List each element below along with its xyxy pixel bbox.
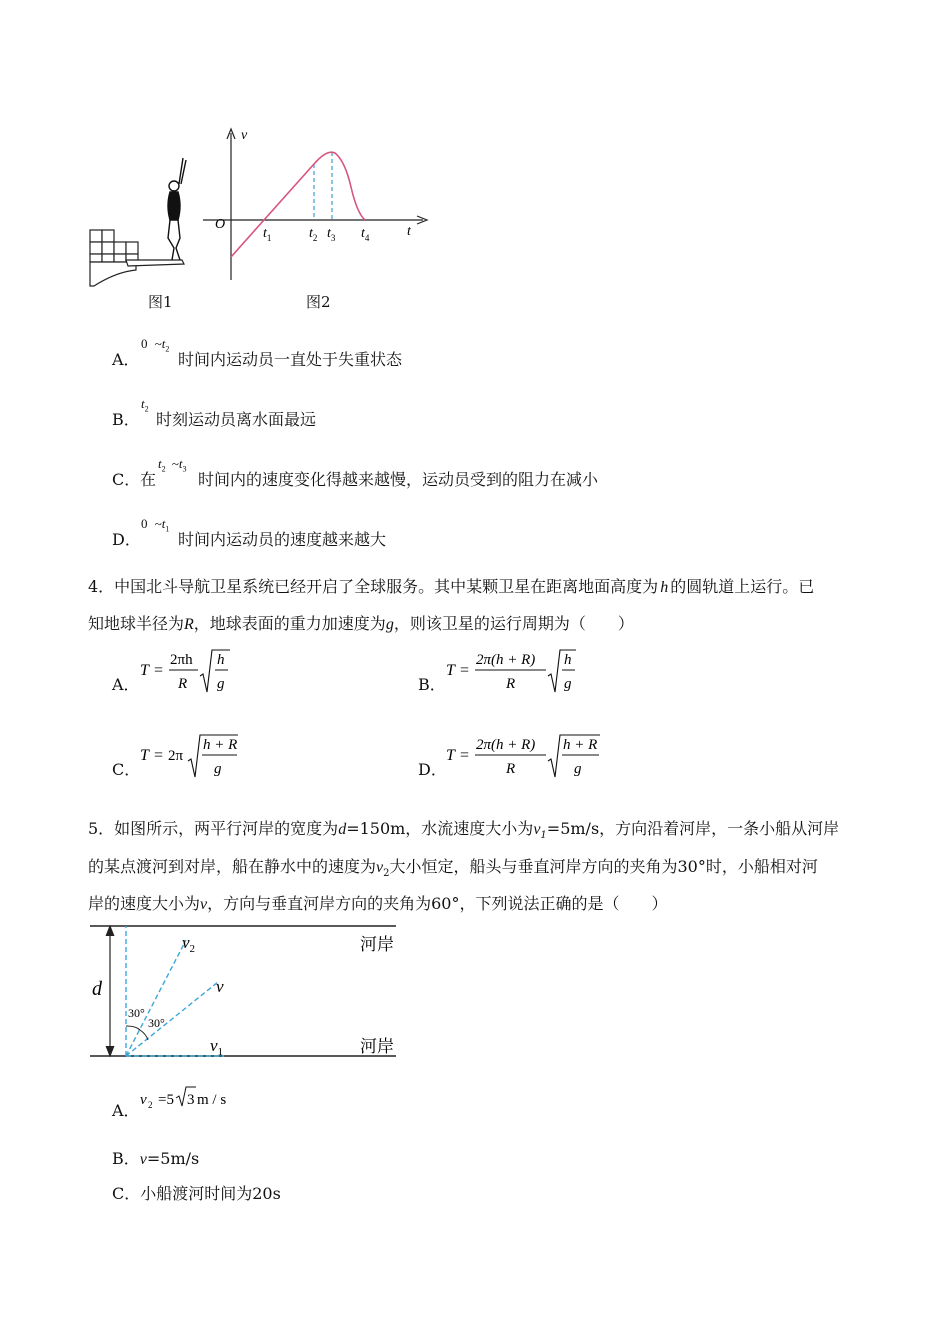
figure-2-vt-graph	[195, 125, 435, 290]
svg-text:=: =	[460, 662, 470, 679]
q3-option-b-text: 时刻运动员离水面最远	[156, 410, 317, 429]
bank-bottom-label: 河岸	[360, 1037, 394, 1056]
svg-text:h + R: h + R	[203, 737, 238, 753]
q3-option-c-math: $t_2$ $\sim t_3$	[158, 456, 187, 474]
tick-t2: $t_2$	[309, 226, 318, 243]
q3-option-b-math: $t_2$	[141, 396, 149, 414]
svg-text:T: T	[140, 662, 149, 679]
q4-option-d-formula	[444, 731, 604, 781]
axis-v-label: v	[241, 128, 248, 143]
q5-option-b-letter: B．v=5m/s	[112, 1149, 200, 1168]
bank-top-label: 河岸	[360, 935, 394, 954]
svg-text:=: =	[154, 747, 164, 764]
svg-text:h + R: h + R	[563, 737, 598, 753]
svg-text:T: T	[140, 747, 149, 764]
q3-option-a-text: 时间内运动员一直处于失重状态	[178, 350, 403, 369]
q4-option-c-letter: C．	[112, 760, 141, 779]
v2-label: $v_2$	[182, 933, 196, 955]
figure-1-diver	[86, 150, 196, 290]
v1-label: $v_1$	[210, 1036, 224, 1058]
svg-text:R: R	[506, 676, 516, 692]
q4-option-b-letter: B．	[418, 675, 446, 694]
svg-text:h: h	[564, 652, 572, 668]
figure-1-caption: 图1	[148, 293, 173, 311]
svg-text:g: g	[574, 761, 582, 777]
svg-text:g: g	[564, 676, 572, 692]
axis-t-label: t	[407, 224, 411, 239]
q4-option-b-formula	[444, 646, 584, 696]
q3-option-c-pre: 在	[140, 470, 157, 489]
v-label: v	[216, 977, 224, 996]
svg-text:R: R	[506, 761, 516, 777]
q3-option-b-letter: B．	[112, 410, 140, 429]
svg-text:m / s: m / s	[197, 1092, 227, 1108]
q5-option-a-letter: A．	[112, 1101, 140, 1120]
q3-option-a-letter: A．	[112, 350, 140, 369]
svg-text:=: =	[460, 747, 470, 764]
svg-text:v: v	[140, 1092, 147, 1108]
tick-t4: $t_4$	[361, 226, 370, 243]
q5-stem-line-1: 5．如图所示，两平行河岸的宽度为d=150m，水流速度大小为$v_1=5m/s$，方向沿着河岸，一条小船从河岸	[88, 819, 840, 842]
svg-text:2π(h + R): 2π(h + R)	[476, 737, 536, 753]
angle-30-a: 30°	[128, 1006, 145, 1020]
q4-option-a-letter: A．	[112, 675, 140, 694]
q4-option-c-formula	[138, 731, 248, 781]
tick-t1: $t_1$	[263, 226, 272, 243]
q5-option-a-formula	[138, 1082, 248, 1112]
svg-text:2: 2	[148, 1100, 153, 1110]
svg-text:2π: 2π	[168, 748, 184, 764]
q3-option-d-text: 时间内运动员的速度越来越大	[178, 530, 387, 549]
q4-stem-line-2: 知地球半径为R，地球表面的重力加速度为g，则该卫星的运行周期为（ ）	[88, 614, 634, 633]
q3-option-d-letter: D．	[112, 530, 141, 549]
svg-text:=5: =5	[158, 1092, 174, 1108]
origin-label: O	[215, 217, 226, 232]
svg-text:T: T	[446, 662, 455, 679]
q3-option-c-letter: C．	[112, 470, 141, 489]
svg-text:R: R	[178, 676, 188, 692]
svg-text:3: 3	[187, 1092, 195, 1108]
angle-30-b: 30°	[148, 1016, 165, 1030]
q3-option-a-math: 0 $\sim t_2$	[141, 336, 170, 354]
q5-option-c: C．小船渡河时间为20s	[112, 1184, 281, 1203]
svg-text:2π(h + R): 2π(h + R)	[476, 652, 536, 668]
q3-option-d-math: 0 $\sim t_1$	[141, 516, 170, 534]
q4-stem-line-1: 4．中国北斗导航卫星系统已经开启了全球服务。其中某颗卫星在距离地面高度为 h 的圆轨道上运行。已	[88, 577, 815, 596]
q4-option-d-letter: D．	[418, 760, 447, 779]
q4-option-a-formula	[138, 646, 238, 696]
q5-stem-line-3: 岸的速度大小为v，方向与垂直河岸方向的夹角为60°，下列说法正确的是（ ）	[88, 894, 668, 913]
d-label: d	[92, 978, 102, 1000]
figure-2-caption: 图2	[306, 293, 331, 311]
q3-option-c-text: 时间内的速度变化得越来越慢，运动员受到的阻力在减小	[198, 470, 599, 489]
svg-text:g: g	[214, 761, 222, 777]
q5-river-figure	[84, 920, 404, 1060]
tick-t3: $t_3$	[327, 226, 336, 243]
svg-text:=: =	[154, 662, 164, 679]
svg-text:2πh: 2πh	[170, 652, 193, 668]
svg-text:T: T	[446, 747, 455, 764]
svg-text:g: g	[217, 676, 225, 692]
q5-stem-line-2: 的某点渡河到对岸，船在静水中的速度为$v_2$大小恒定，船头与垂直河岸方向的夹角为30°时，小船相对河	[88, 857, 818, 880]
svg-text:h: h	[217, 652, 225, 668]
